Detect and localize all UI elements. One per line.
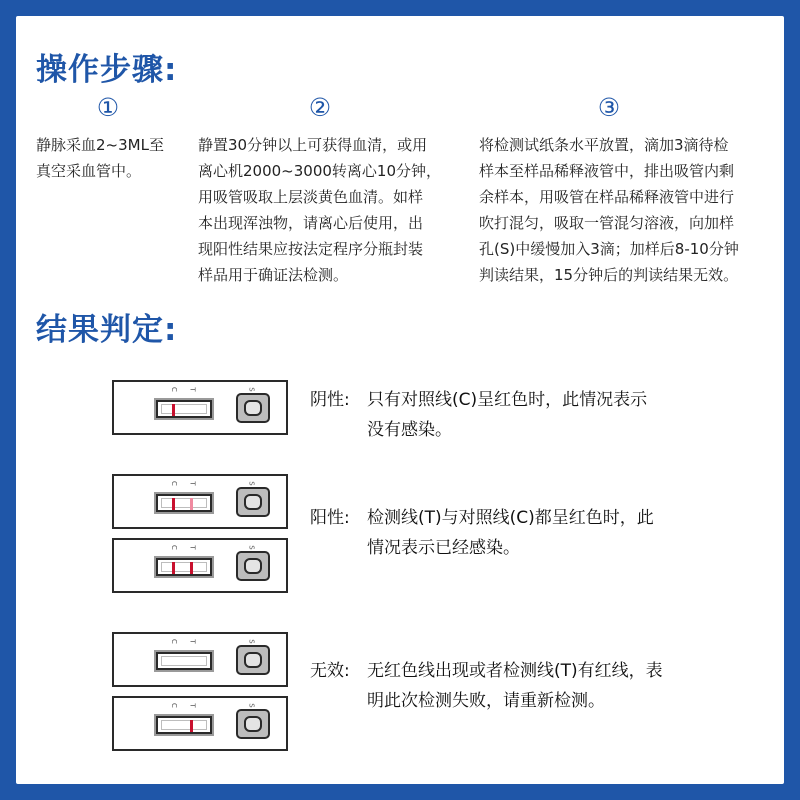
control-line [172,562,175,574]
result-window [156,652,212,670]
step-2-number: ② [308,93,332,122]
instruction-panel [16,16,784,784]
test-strip-invalid-test-only [112,696,288,751]
control-line [172,498,175,510]
control-line [172,404,175,416]
control-label: C [169,703,178,708]
step-3-text: 将检测试纸条水平放置，滴加3滴待检 样本至样品稀释液管中，排出吸管内剩 余样本，用吸管在样品稀释液管中进行 吹打混匀，吸取一管混匀溶液，向加样 孔(S)中缓慢加入3滴；加样后8-10分钟 判读结果，15分钟后的判读结果无效。 [479,136,739,284]
test-label: T [188,703,197,708]
step-3-number: ③ [597,93,621,122]
sample-well-icon [236,709,270,739]
negative-label: 阴性: [310,390,350,410]
positive-label: 阳性: [310,508,350,528]
results-title: 结果判定: [36,312,178,348]
test-strip-positive-strong [112,538,288,593]
control-label: C [169,545,178,550]
sample-label: S [247,481,256,486]
sample-well-icon [236,487,270,517]
sample-label: S [247,703,256,708]
negative-description: 只有对照线(C)呈红色时，此情况表示 没有感染。 [367,390,648,440]
test-label: T [188,387,197,392]
test-label: T [188,545,197,550]
step-2-text: 静置30分钟以上可获得血清，或用 离心机2000~3000转离心10分钟， 用吸管吸取上层淡黄色血清。如样 本出现浑浊物，请离心后使用，出 现阳性结果应按法定程序分瓶封装 样品用于确证法检测。 [198,136,442,284]
test-label: T [188,481,197,486]
invalid-description: 无红色线出现或者检测线(T)有红线，表 明此次检测失败，请重新检测。 [367,661,663,711]
invalid-label: 无效: [310,661,350,681]
sample-label: S [247,545,256,550]
control-label: C [169,639,178,644]
test-label: T [188,639,197,644]
control-label: C [169,387,178,392]
result-window [156,716,212,734]
sample-well-icon [236,393,270,423]
sample-label: S [247,387,256,392]
test-line [190,720,193,732]
test-line [190,498,193,510]
result-window [156,494,212,512]
procedure-title: 操作步骤: [36,52,178,88]
sample-well-icon [236,645,270,675]
sample-well-icon [236,551,270,581]
positive-description: 检测线(T)与对照线(C)都呈红色时，此 情况表示已经感染。 [367,508,654,558]
test-strip-invalid-none [112,632,288,687]
result-window [156,558,212,576]
test-strip-negative [112,380,288,435]
step-1-number: ① [96,93,120,122]
result-window [156,400,212,418]
sample-label: S [247,639,256,644]
test-strip-positive-weak [112,474,288,529]
step-1-text: 静脉采血2~3ML至 真空采血管中。 [36,136,164,180]
control-label: C [169,481,178,486]
test-line [190,562,193,574]
